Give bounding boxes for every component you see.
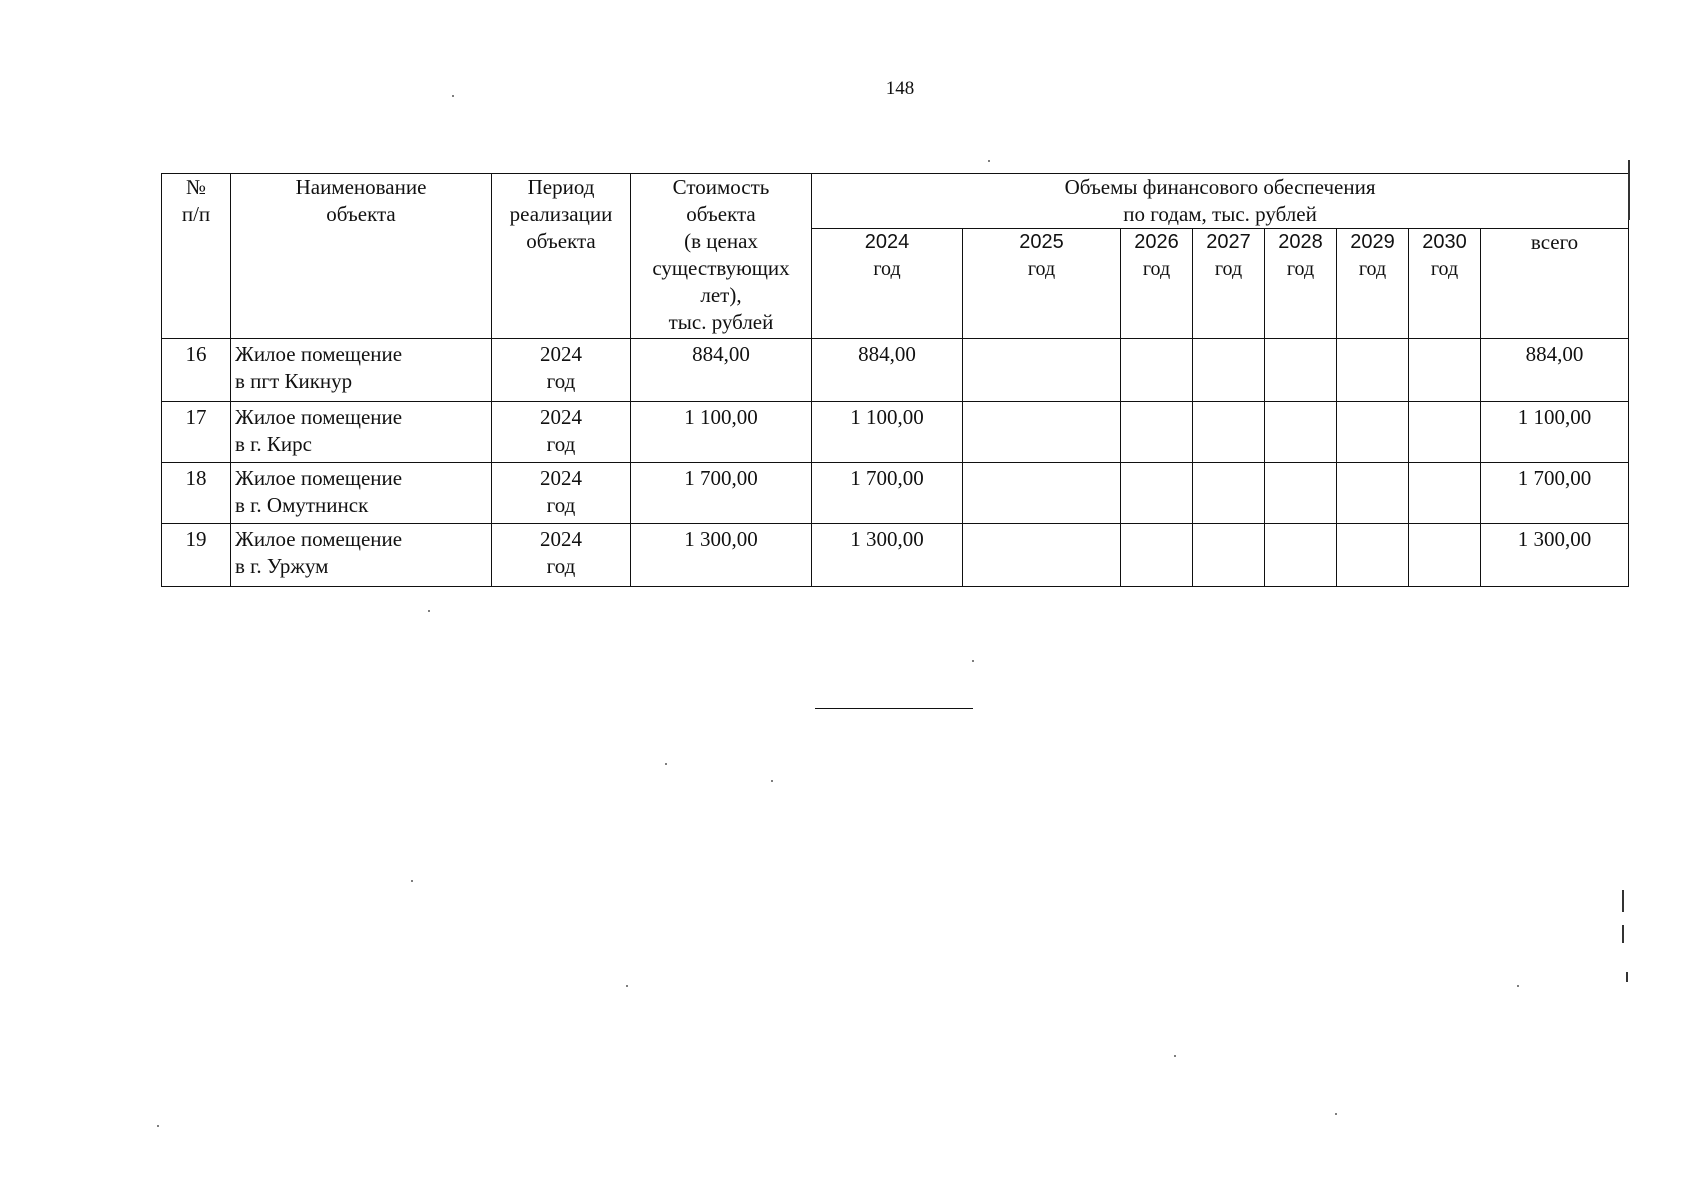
cell-2030 (1409, 402, 1481, 463)
scan-speck (428, 610, 430, 612)
cell-name: Жилое помещение в г. Уржум (231, 524, 492, 587)
cell-2028 (1265, 463, 1337, 524)
header-year-2029 (1337, 229, 1409, 339)
header-num: № п/п (162, 174, 231, 339)
header-year-word: год (1430, 258, 1459, 280)
cell-2030 (1409, 524, 1481, 587)
cell-num: 17 (162, 402, 231, 463)
scan-edge-mark (1622, 925, 1624, 943)
header-year-value: 2026 (1134, 231, 1179, 253)
header-year-2025 (963, 229, 1121, 339)
cell-2024: 1 100,00 (812, 402, 963, 463)
header-year-2028 (1265, 229, 1337, 339)
cell-2027 (1193, 339, 1265, 402)
cell-2025 (963, 463, 1121, 524)
header-year-word: год (873, 258, 901, 280)
table-row (162, 463, 1629, 524)
cell-2025 (963, 402, 1121, 463)
scan-speck (452, 95, 454, 97)
header-total: всего (1481, 229, 1629, 339)
cell-2027 (1193, 524, 1265, 587)
cell-2024: 1 300,00 (812, 524, 963, 587)
scan-speck (411, 880, 413, 882)
cell-total: 1 300,00 (1481, 524, 1629, 587)
header-year-word: год (1358, 258, 1387, 280)
scan-speck (157, 1125, 159, 1127)
cell-cost: 1 700,00 (631, 463, 812, 524)
cell-cost: 1 100,00 (631, 402, 812, 463)
financing-table (161, 173, 1629, 587)
footer-separator-line (815, 708, 973, 709)
cell-total: 884,00 (1481, 339, 1629, 402)
cell-2026 (1121, 463, 1193, 524)
scan-speck (771, 780, 773, 782)
scan-edge-mark (1628, 160, 1630, 220)
scan-edge-mark (1626, 972, 1628, 982)
header-year-word: год (1214, 258, 1243, 280)
cell-2024: 884,00 (812, 339, 963, 402)
header-year-word: год (1142, 258, 1171, 280)
scan-speck (626, 985, 628, 987)
table-row (162, 402, 1629, 463)
cell-name: Жилое помещение в пгт Кикнур (231, 339, 492, 402)
header-year-value: 2024 (864, 231, 910, 253)
cell-2029 (1337, 402, 1409, 463)
cell-2025 (963, 339, 1121, 402)
cell-num: 16 (162, 339, 231, 402)
header-year-value: 2028 (1278, 231, 1323, 253)
cell-2026 (1121, 524, 1193, 587)
header-funding-group: Объемы финансового обеспечения по годам, тыс. рублей (812, 174, 1629, 229)
header-period: Период реализации объекта (492, 174, 631, 339)
table-row (162, 339, 1629, 402)
cell-name: Жилое помещение в г. Омутнинск (231, 463, 492, 524)
header-name: Наименование объекта (231, 174, 492, 339)
cell-total: 1 700,00 (1481, 463, 1629, 524)
cell-2024: 1 700,00 (812, 463, 963, 524)
scan-speck (1335, 1113, 1337, 1115)
header-year-value: 2025 (1019, 231, 1064, 253)
header-year-word: год (1286, 258, 1315, 280)
cell-2026 (1121, 402, 1193, 463)
scan-speck (972, 660, 974, 662)
cell-2027 (1193, 402, 1265, 463)
scan-speck (1174, 1055, 1176, 1057)
header-year-value: 2027 (1206, 231, 1251, 253)
cell-2027 (1193, 463, 1265, 524)
cell-num: 19 (162, 524, 231, 587)
cell-2030 (1409, 463, 1481, 524)
cell-name: Жилое помещение в г. Кирс (231, 402, 492, 463)
header-year-value: 2030 (1422, 231, 1467, 253)
scan-speck (988, 160, 990, 162)
cell-period: 2024 год (492, 339, 631, 402)
cell-2030 (1409, 339, 1481, 402)
page-number: 148 (885, 78, 915, 99)
cell-2028 (1265, 524, 1337, 587)
header-year-value: 2029 (1350, 231, 1395, 253)
cell-period: 2024 год (492, 463, 631, 524)
cell-period: 2024 год (492, 402, 631, 463)
header-year-2024 (812, 229, 963, 339)
scan-speck (665, 763, 667, 765)
cell-2028 (1265, 339, 1337, 402)
cell-2029 (1337, 463, 1409, 524)
table-row (162, 524, 1629, 587)
cell-cost: 884,00 (631, 339, 812, 402)
scan-edge-mark (1622, 890, 1624, 912)
cell-2025 (963, 524, 1121, 587)
cell-2029 (1337, 524, 1409, 587)
cell-period: 2024 год (492, 524, 631, 587)
header-year-2030 (1409, 229, 1481, 339)
cell-num: 18 (162, 463, 231, 524)
header-cost: Стоимость объекта (в ценах существующих лет), тыс. рублей (631, 174, 812, 339)
cell-cost: 1 300,00 (631, 524, 812, 587)
header-year-word: год (1027, 258, 1056, 280)
header-year-2027 (1193, 229, 1265, 339)
cell-2028 (1265, 402, 1337, 463)
cell-2029 (1337, 339, 1409, 402)
header-year-2026 (1121, 229, 1193, 339)
cell-total: 1 100,00 (1481, 402, 1629, 463)
scan-speck (1517, 985, 1519, 987)
cell-2026 (1121, 339, 1193, 402)
